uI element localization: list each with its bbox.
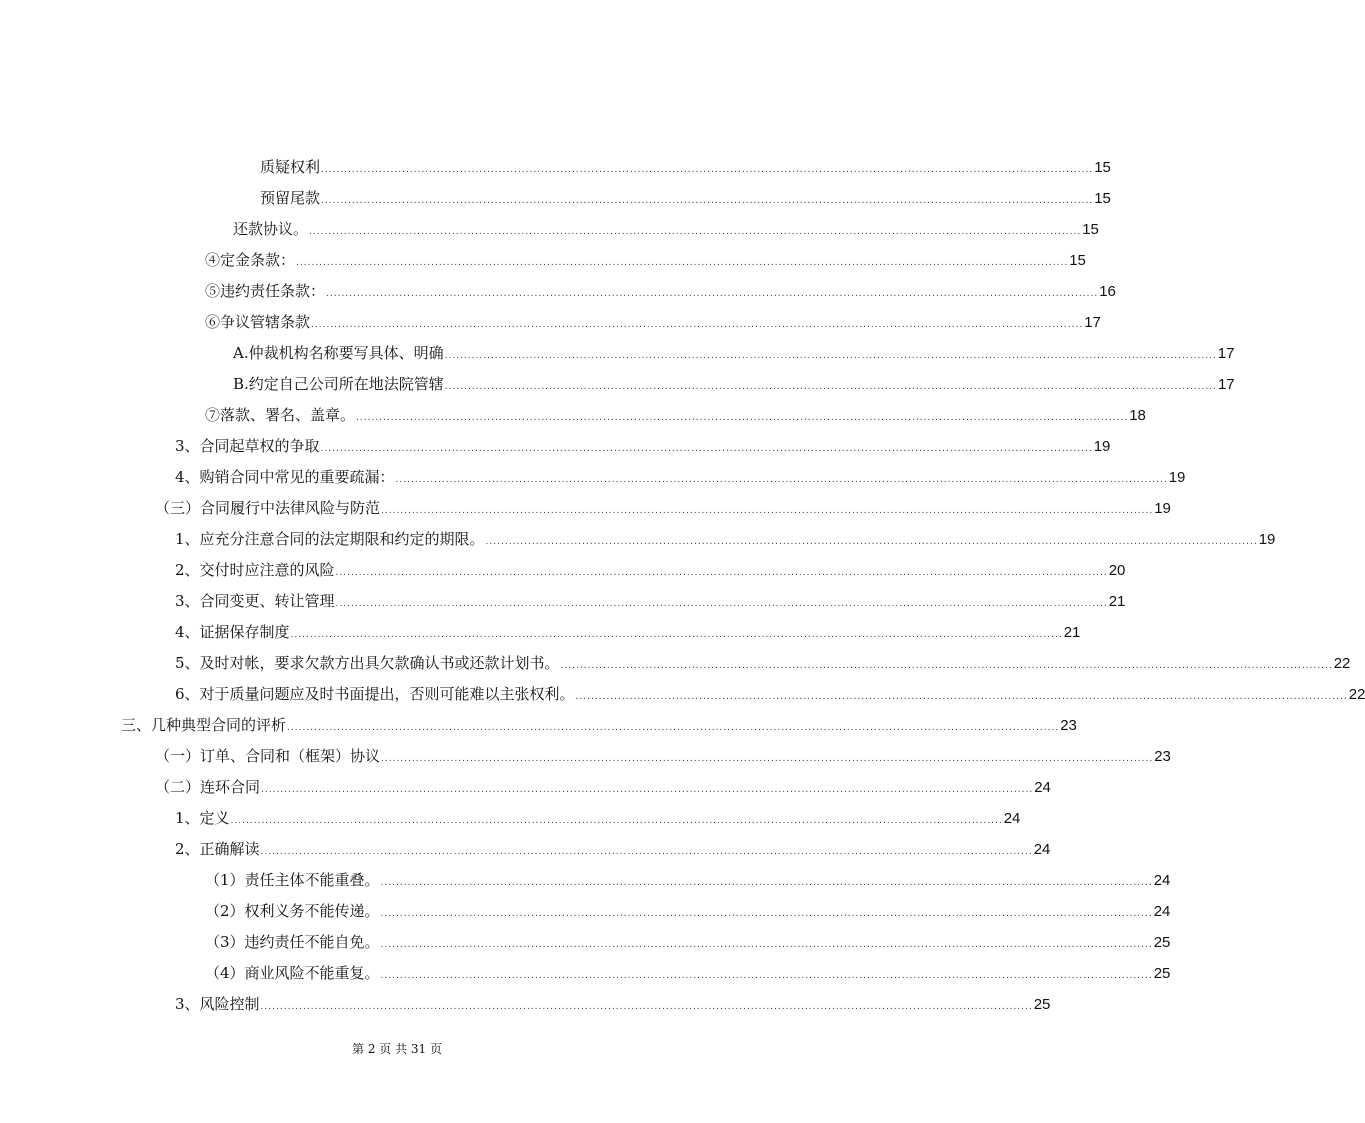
toc-entry[interactable] [175,524,1276,555]
toc-leader-dots: ........................................................................................................................................................................................................ [230,816,1003,826]
toc-leader-dots: ........................................................................................................................................................................................................ [296,258,1069,268]
toc-entry[interactable] [260,152,1111,183]
toc-page-number: 19 [1154,500,1171,517]
toc-page-number: 15 [1082,221,1099,238]
toc-leader-dots: ........................................................................................................................................................................................................ [485,537,1258,547]
toc-page-number: 24 [1003,810,1021,827]
toc-entry-title: （2）权利义务不能传递。 [205,902,380,920]
toc-leader-dots: ........................................................................................................................................................................................................ [575,692,1348,702]
toc-entry-title: ④定金条款： [205,251,296,269]
toc-entry[interactable] [155,741,1171,772]
toc-entry[interactable] [121,710,1077,741]
toc-entry[interactable] [175,617,1081,648]
toc-page-number: 24 [1033,841,1051,858]
toc-entry[interactable] [175,803,1021,834]
toc-entry[interactable] [175,648,1351,679]
toc-entry[interactable] [205,865,1171,896]
toc-entry[interactable] [205,927,1171,958]
toc-entry[interactable] [205,307,1101,338]
toc-leader-dots: ........................................................................................................................................................................................................ [320,444,1093,454]
toc-page-number: 23 [1154,748,1171,765]
toc-leader-dots: ........................................................................................................................................................................................................ [321,196,1094,206]
toc-entry[interactable] [175,679,1365,710]
toc-entry-title: A.仲裁机构名称要写具体、明确 [233,344,444,362]
toc-leader-dots: ........................................................................................................................................................................................................ [395,475,1168,485]
toc-entry-title: 2、交付时应注意的风险 [175,561,335,579]
toc-leader-dots: ........................................................................................................................................................................................................ [335,599,1108,609]
toc-leader-dots: ........................................................................................................................................................................................................ [287,723,1060,733]
toc-entry-title: 3、合同变更、转让管理 [175,592,335,610]
toc-page-number: 19 [1093,438,1111,455]
toc-entry-title: （3）违约责任不能自免。 [205,933,380,951]
toc-entry-title: 三、几种典型合同的评析 [121,716,287,734]
toc-entry-title: 3、合同起草权的争取 [175,437,320,455]
toc-page-number: 17 [1217,376,1235,393]
toc-page-number: 15 [1094,159,1111,176]
toc-leader-dots: ........................................................................................................................................................................................................ [380,940,1153,950]
toc-entry-title: 1、定义 [175,809,230,827]
toc-leader-dots: ........................................................................................................................................................................................................ [321,165,1094,175]
toc-entry-title: （二）连环合同 [155,778,261,796]
toc-entry-title: 2、正确解读 [175,840,260,858]
toc-leader-dots: ........................................................................................................................................................................................................ [380,909,1153,919]
toc-entry[interactable] [175,431,1111,462]
toc-entry[interactable] [175,989,1051,1020]
toc-leader-dots: ........................................................................................................................................................................................................ [261,785,1034,795]
toc-leader-dots: ........................................................................................................................................................................................................ [381,754,1154,764]
toc-page-number: 21 [1063,624,1081,641]
toc-entry[interactable] [205,958,1171,989]
toc-leader-dots: ........................................................................................................................................................................................................ [381,506,1154,516]
toc-page-number: 19 [1258,531,1276,548]
toc-leader-dots: ........................................................................................................................................................................................................ [311,320,1084,330]
toc-leader-dots: ........................................................................................................................................................................................................ [380,971,1153,981]
toc-page-number: 25 [1033,996,1051,1013]
page-footer: 第 2 页 共 31 页 [352,1042,442,1056]
toc-page-number: 15 [1094,190,1111,207]
toc-leader-dots: ........................................................................................................................................................................................................ [260,1002,1033,1012]
toc-page-number: 25 [1153,934,1171,951]
toc-page-number: 18 [1129,407,1146,424]
toc-entry-title: （一）订单、合同和（框架）协议 [155,747,381,765]
toc-page-number: 24 [1153,903,1171,920]
toc-entry-title: 3、风险控制 [175,995,260,1013]
toc-page-number: 15 [1069,252,1086,269]
toc-leader-dots: ........................................................................................................................................................................................................ [444,351,1217,361]
toc-entry-title: 还款协议。 [233,220,309,238]
toc-page-number: 24 [1034,779,1051,796]
toc-page-number: 23 [1060,717,1077,734]
toc-leader-dots: ........................................................................................................................................................................................................ [560,661,1333,671]
toc-entry-title: ⑥争议管辖条款 [205,313,311,331]
toc-leader-dots: ........................................................................................................................................................................................................ [444,382,1217,392]
toc-leader-dots: ........................................................................................................................................................................................................ [309,227,1082,237]
toc-entry-title: 预留尾款 [260,189,321,207]
toc-entry[interactable] [205,276,1116,307]
toc-page-number: 22 [1348,686,1365,703]
toc-entry[interactable] [175,555,1126,586]
toc-entry-title: （4）商业风险不能重复。 [205,964,380,982]
toc-entry[interactable] [233,369,1235,400]
toc-entry-title: B.约定自己公司所在地法院管辖 [233,375,444,393]
toc-page-number: 19 [1168,469,1186,486]
toc-entry[interactable] [233,338,1235,369]
toc-entry-title: 6、对于质量问题应及时书面提出，否则可能难以主张权利。 [175,685,575,703]
toc-page-number: 24 [1153,872,1171,889]
toc-page-number: 22 [1333,655,1351,672]
toc-entry[interactable] [175,586,1126,617]
toc-entry[interactable] [155,772,1051,803]
toc-leader-dots: ........................................................................................................................................................................................................ [260,847,1033,857]
toc-leader-dots: ........................................................................................................................................................................................................ [335,568,1108,578]
toc-leader-dots: ........................................................................................................................................................................................................ [356,413,1129,423]
toc-page-number: 20 [1108,562,1126,579]
toc-entry-title: ⑤违约责任条款： [205,282,326,300]
toc-leader-dots: ........................................................................................................................................................................................................ [290,630,1063,640]
toc-leader-dots: ........................................................................................................................................................................................................ [326,289,1099,299]
toc-entry[interactable] [205,896,1171,927]
toc-entry-title: ⑦落款、署名、盖章。 [205,406,356,424]
toc-entry-title: （三）合同履行中法律风险与防范 [155,499,381,517]
toc-entry[interactable] [155,493,1171,524]
toc-entry-title: 4、购销合同中常见的重要疏漏： [175,468,395,486]
toc-entry[interactable] [175,462,1186,493]
toc-page-number: 17 [1084,314,1101,331]
toc-page-number: 17 [1217,345,1235,362]
toc-entry[interactable] [175,834,1051,865]
toc-page-number: 21 [1108,593,1126,610]
toc-entry[interactable] [205,245,1086,276]
toc-entry-title: 质疑权利 [260,158,321,176]
toc-page-number: 16 [1099,283,1116,300]
toc-entry-title: （1）责任主体不能重叠。 [205,871,380,889]
toc-entry-title: 1、应充分注意合同的法定期限和约定的期限。 [175,530,485,548]
toc-entry-title: 5、及时对帐，要求欠款方出具欠款确认书或还款计划书。 [175,654,560,672]
toc-entry[interactable] [233,214,1099,245]
toc-leader-dots: ........................................................................................................................................................................................................ [380,878,1153,888]
toc-entry[interactable] [205,400,1146,431]
toc-entry-title: 4、证据保存制度 [175,623,290,641]
toc-page-number: 25 [1153,965,1171,982]
toc-entry[interactable] [260,183,1111,214]
